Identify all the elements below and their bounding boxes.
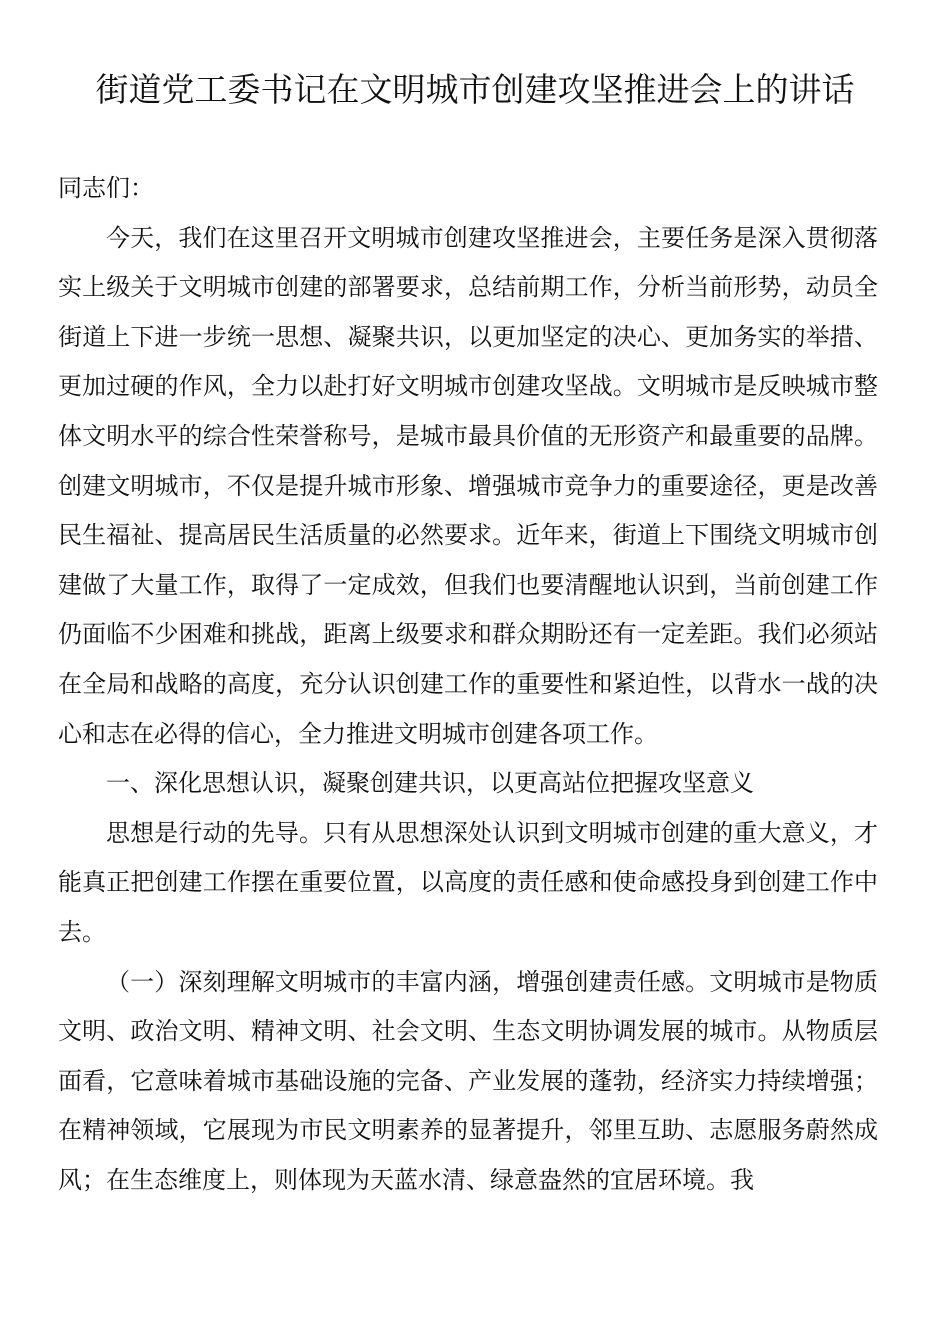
paragraph-section-1-intro: 思想是行动的先导。只有从思想深处认识到文明城市创建的重大意义，才能真正把创建工作摆在重要位置，以高度的责任感和使命感投身到创建工作中去。 xyxy=(58,818,878,946)
paragraph-opening: 今天，我们在这里召开文明城市创建攻坚推进会，主要任务是深入贯彻落实上级关于文明城市创建的部署要求，总结前期工作，分析当前形势，动员全街道上下进一步统一思想、凝聚共识，以更加坚定的决心、更加务实的举措、更加过硬的作风，全力以赴打好文明城市创建攻坚战。文明城市是反映城市整体文明水平的综合性荣誉称号，是城市最具价值的无形资产和最重要的品牌。创建文明城市，不仅是提升城市形象、增强城市竞争力的重要途径，更是改善民生福祉、提高居民生活质量的必然要求。近年来，街道上下围绕文明城市创建做了大量工作，取得了一定成效，但我们也要清醒地认识到，当前创建工作仍面临不少困难和挑战，距离上级要求和群众期盼还有一定差距。我们必须站在全局和战略的高度，充分认识创建工作的重要性和紧迫性，以背水一战的决心和志在必得的信心，全力推进文明城市创建各项工作。 xyxy=(58,223,878,748)
section-heading-1: 一、深化思想认识，凝聚创建共识，以更高站位把握攻坚意义 xyxy=(106,769,754,798)
salutation: 同志们： xyxy=(58,174,154,202)
document-title: 街道党工委书记在文明城市创建攻坚推进会上的讲话 xyxy=(95,70,855,109)
paragraph-subsection-1: （一）深刻理解文明城市的丰富内涵，增强创建责任感。文明城市是物质文明、政治文明、精神文明、社会文明、生态文明协调发展的城市。从物质层面看，它意味着城市基础设施的完备、产业发展的蓬勃，经济实力持续增强；在精神领域，它展现为市民文明素养的显著提升，邻里互助、志愿服务蔚然成风；在生态维度上，则体现为天蓝水清、绿意盎然的宜居环境。我 xyxy=(58,967,878,1194)
document-body xyxy=(58,164,878,1205)
